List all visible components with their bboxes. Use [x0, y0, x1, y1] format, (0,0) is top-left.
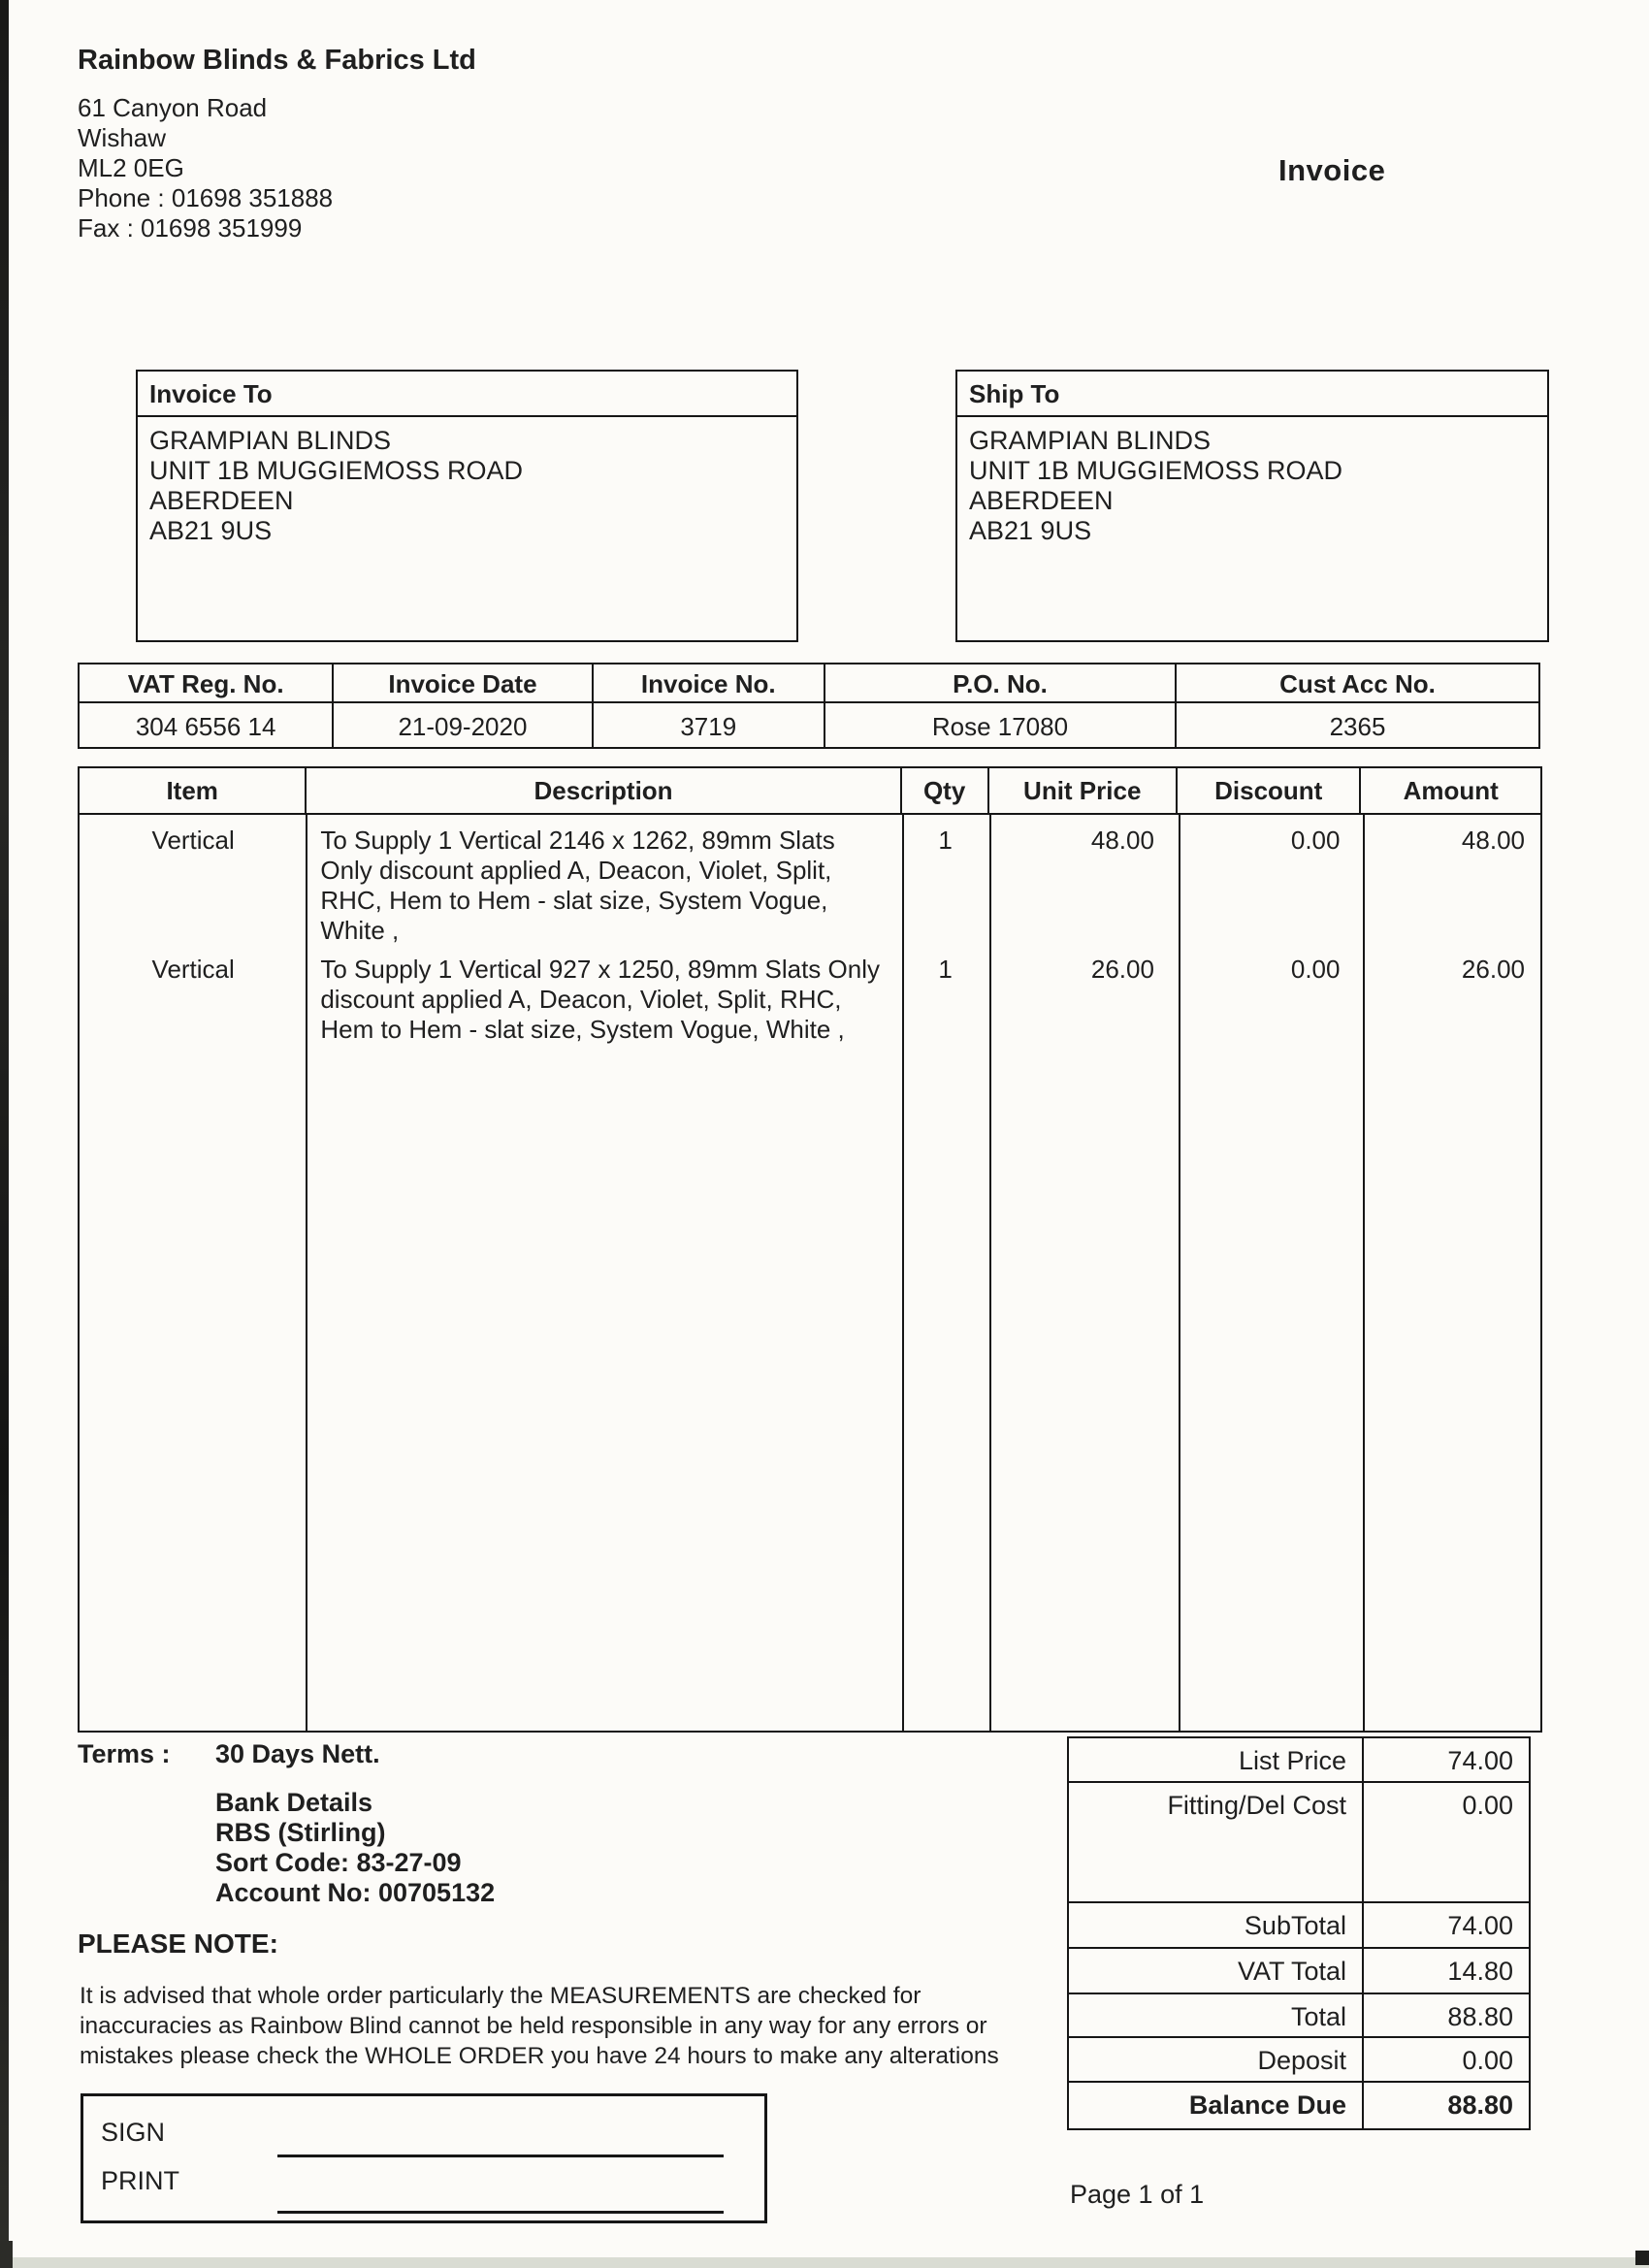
note-line: inaccuracies as Rainbow Blind cannot be held responsible in any way for any errors or — [80, 2013, 987, 2039]
totals-label: Balance Due — [1188, 2090, 1346, 2120]
totals-label: SubTotal — [1244, 1911, 1346, 1940]
line-items-table — [78, 766, 1542, 1733]
totals-value: 14.80 — [1362, 1949, 1529, 1993]
meta-value-po-no: Rose 17080 — [825, 703, 1177, 747]
items-header-row — [80, 768, 1540, 815]
row-discount: 0.00 — [1290, 955, 1341, 984]
meta-value-invoice-no: 3719 — [594, 703, 825, 747]
totals-row-deposit — [1069, 2038, 1529, 2083]
company-name: Rainbow Blinds & Fabrics Ltd — [78, 45, 476, 76]
row-description: To Supply 1 Vertical 927 x 1250, 89mm Slats Only discount applied A, Deacon, Violet, Split, RHC, Hem to Hem - slat size, System Vogue, White , — [320, 955, 880, 1044]
totals-value: 88.80 — [1362, 2083, 1529, 2128]
items-header-qty: Qty — [902, 768, 989, 813]
column-divider — [306, 815, 307, 1733]
bank-account-no: Account No: 00705132 — [215, 1878, 496, 1907]
invoice-to-line: GRAMPIAN BLINDS — [149, 426, 392, 455]
invoice-meta-table — [78, 663, 1540, 749]
row-item-type: Vertical — [151, 955, 235, 984]
meta-header-po-no: P.O. No. — [825, 664, 1177, 701]
invoice-to-line: ABERDEEN — [149, 486, 294, 515]
sign-line — [277, 2155, 724, 2157]
totals-value: 0.00 — [1362, 2038, 1529, 2081]
scan-bottom-strip — [0, 2257, 1649, 2268]
totals-row-subtotal — [1069, 1903, 1529, 1949]
bank-name: RBS (Stirling) — [215, 1818, 386, 1847]
meta-header-cust-acc-no: Cust Acc No. — [1279, 669, 1436, 698]
scan-left-edge — [0, 0, 9, 2268]
row-amount: 26.00 — [1461, 955, 1525, 984]
invoice-to-line: AB21 9US — [149, 516, 273, 545]
meta-value-row — [80, 703, 1538, 747]
totals-row-list-price — [1069, 1738, 1529, 1783]
column-divider — [989, 815, 991, 1733]
table-row — [80, 955, 1540, 1045]
items-header-amount: Amount — [1403, 776, 1499, 805]
ship-to-line: UNIT 1B MUGGIEMOSS ROAD — [969, 456, 1343, 485]
invoice-to-line: UNIT 1B MUGGIEMOSS ROAD — [149, 456, 524, 485]
page-number-label: Page 1 of 1 — [1070, 2180, 1205, 2209]
column-divider — [1363, 815, 1365, 1733]
totals-label: List Price — [1238, 1746, 1346, 1775]
meta-value-vat-reg: 304 6556 14 — [80, 703, 334, 747]
ship-to-label: Ship To — [957, 372, 1547, 417]
company-address-line: Wishaw — [78, 123, 167, 152]
column-divider — [1179, 815, 1180, 1733]
bank-details-heading: Bank Details — [215, 1788, 373, 1817]
meta-header-invoice-date: Invoice Date — [334, 664, 593, 701]
totals-value: 0.00 — [1362, 1783, 1529, 1901]
meta-header-invoice-no: Invoice No. — [594, 664, 825, 701]
totals-label: Deposit — [1257, 2046, 1346, 2075]
company-header — [78, 45, 476, 243]
totals-row-total — [1069, 1994, 1529, 2038]
totals-value: 88.80 — [1362, 1994, 1529, 2036]
invoice-to-box — [136, 370, 798, 642]
meta-value-cust-acc-no: 2365 — [1329, 712, 1386, 741]
row-item-type: Vertical — [151, 826, 235, 855]
print-line — [277, 2211, 724, 2214]
print-label: PRINT — [101, 2166, 179, 2195]
row-qty: 1 — [938, 826, 953, 855]
note-paragraph — [80, 1981, 999, 2071]
invoice-to-label: Invoice To — [138, 372, 796, 417]
totals-value: 74.00 — [1362, 1903, 1529, 1947]
totals-label: Fitting/Del Cost — [1167, 1791, 1346, 1820]
note-line: It is advised that whole order particularly the MEASUREMENTS are checked for — [80, 1983, 922, 2009]
scan-corner-mark-right — [1635, 2251, 1649, 2265]
totals-value: 74.00 — [1362, 1738, 1529, 1781]
sign-label: SIGN — [101, 2118, 166, 2147]
bank-details — [215, 1788, 495, 1908]
items-header-unit-price: Unit Price — [989, 768, 1178, 813]
terms-value: 30 Days Nett. — [215, 1739, 380, 1768]
row-discount: 0.00 — [1290, 826, 1341, 855]
meta-header-vat-reg: VAT Reg. No. — [80, 664, 334, 701]
row-description: To Supply 1 Vertical 2146 x 1262, 89mm Slats Only discount applied A, Deacon, Violet, Split, RHC, Hem to Hem - slat size, System Vogue, White , — [320, 826, 835, 945]
ship-to-line: GRAMPIAN BLINDS — [969, 426, 1212, 455]
totals-box — [1067, 1736, 1531, 2130]
totals-label: Total — [1290, 2002, 1346, 2031]
company-phone: Phone : 01698 351888 — [78, 183, 334, 212]
meta-value-invoice-date: 21-09-2020 — [334, 703, 593, 747]
row-unit-price: 48.00 — [1090, 826, 1154, 855]
page-title: Invoice — [1278, 153, 1386, 187]
ship-to-box — [955, 370, 1549, 642]
scan-corner-mark-left — [0, 2241, 13, 2268]
totals-label: VAT Total — [1237, 1957, 1346, 1986]
column-divider — [902, 815, 904, 1733]
company-fax: Fax : 01698 351999 — [78, 213, 303, 243]
items-header-discount: Discount — [1178, 768, 1362, 813]
note-heading: PLEASE NOTE: — [78, 1928, 278, 1959]
company-address-line: 61 Canyon Road — [78, 93, 268, 122]
note-line: mistakes please check the WHOLE ORDER you have 24 hours to make any alterations — [80, 2043, 999, 2069]
row-qty: 1 — [938, 955, 953, 984]
ship-to-line: AB21 9US — [969, 516, 1092, 545]
items-header-description: Description — [307, 768, 901, 813]
signature-box — [81, 2093, 767, 2223]
totals-row-balance-due — [1069, 2083, 1529, 2128]
meta-header-row — [80, 664, 1538, 703]
items-body — [80, 815, 1540, 1733]
table-row — [80, 826, 1540, 946]
company-address-line: ML2 0EG — [78, 153, 184, 182]
items-header-item: Item — [80, 768, 307, 813]
row-unit-price: 26.00 — [1090, 955, 1154, 984]
terms-label: Terms : — [78, 1739, 171, 1768]
totals-row-vat-total — [1069, 1949, 1529, 1994]
bank-sort-code: Sort Code: 83-27-09 — [215, 1848, 462, 1877]
ship-to-line: ABERDEEN — [969, 486, 1114, 515]
totals-row-fitting-del-cost — [1069, 1783, 1529, 1903]
row-amount: 48.00 — [1461, 826, 1525, 855]
